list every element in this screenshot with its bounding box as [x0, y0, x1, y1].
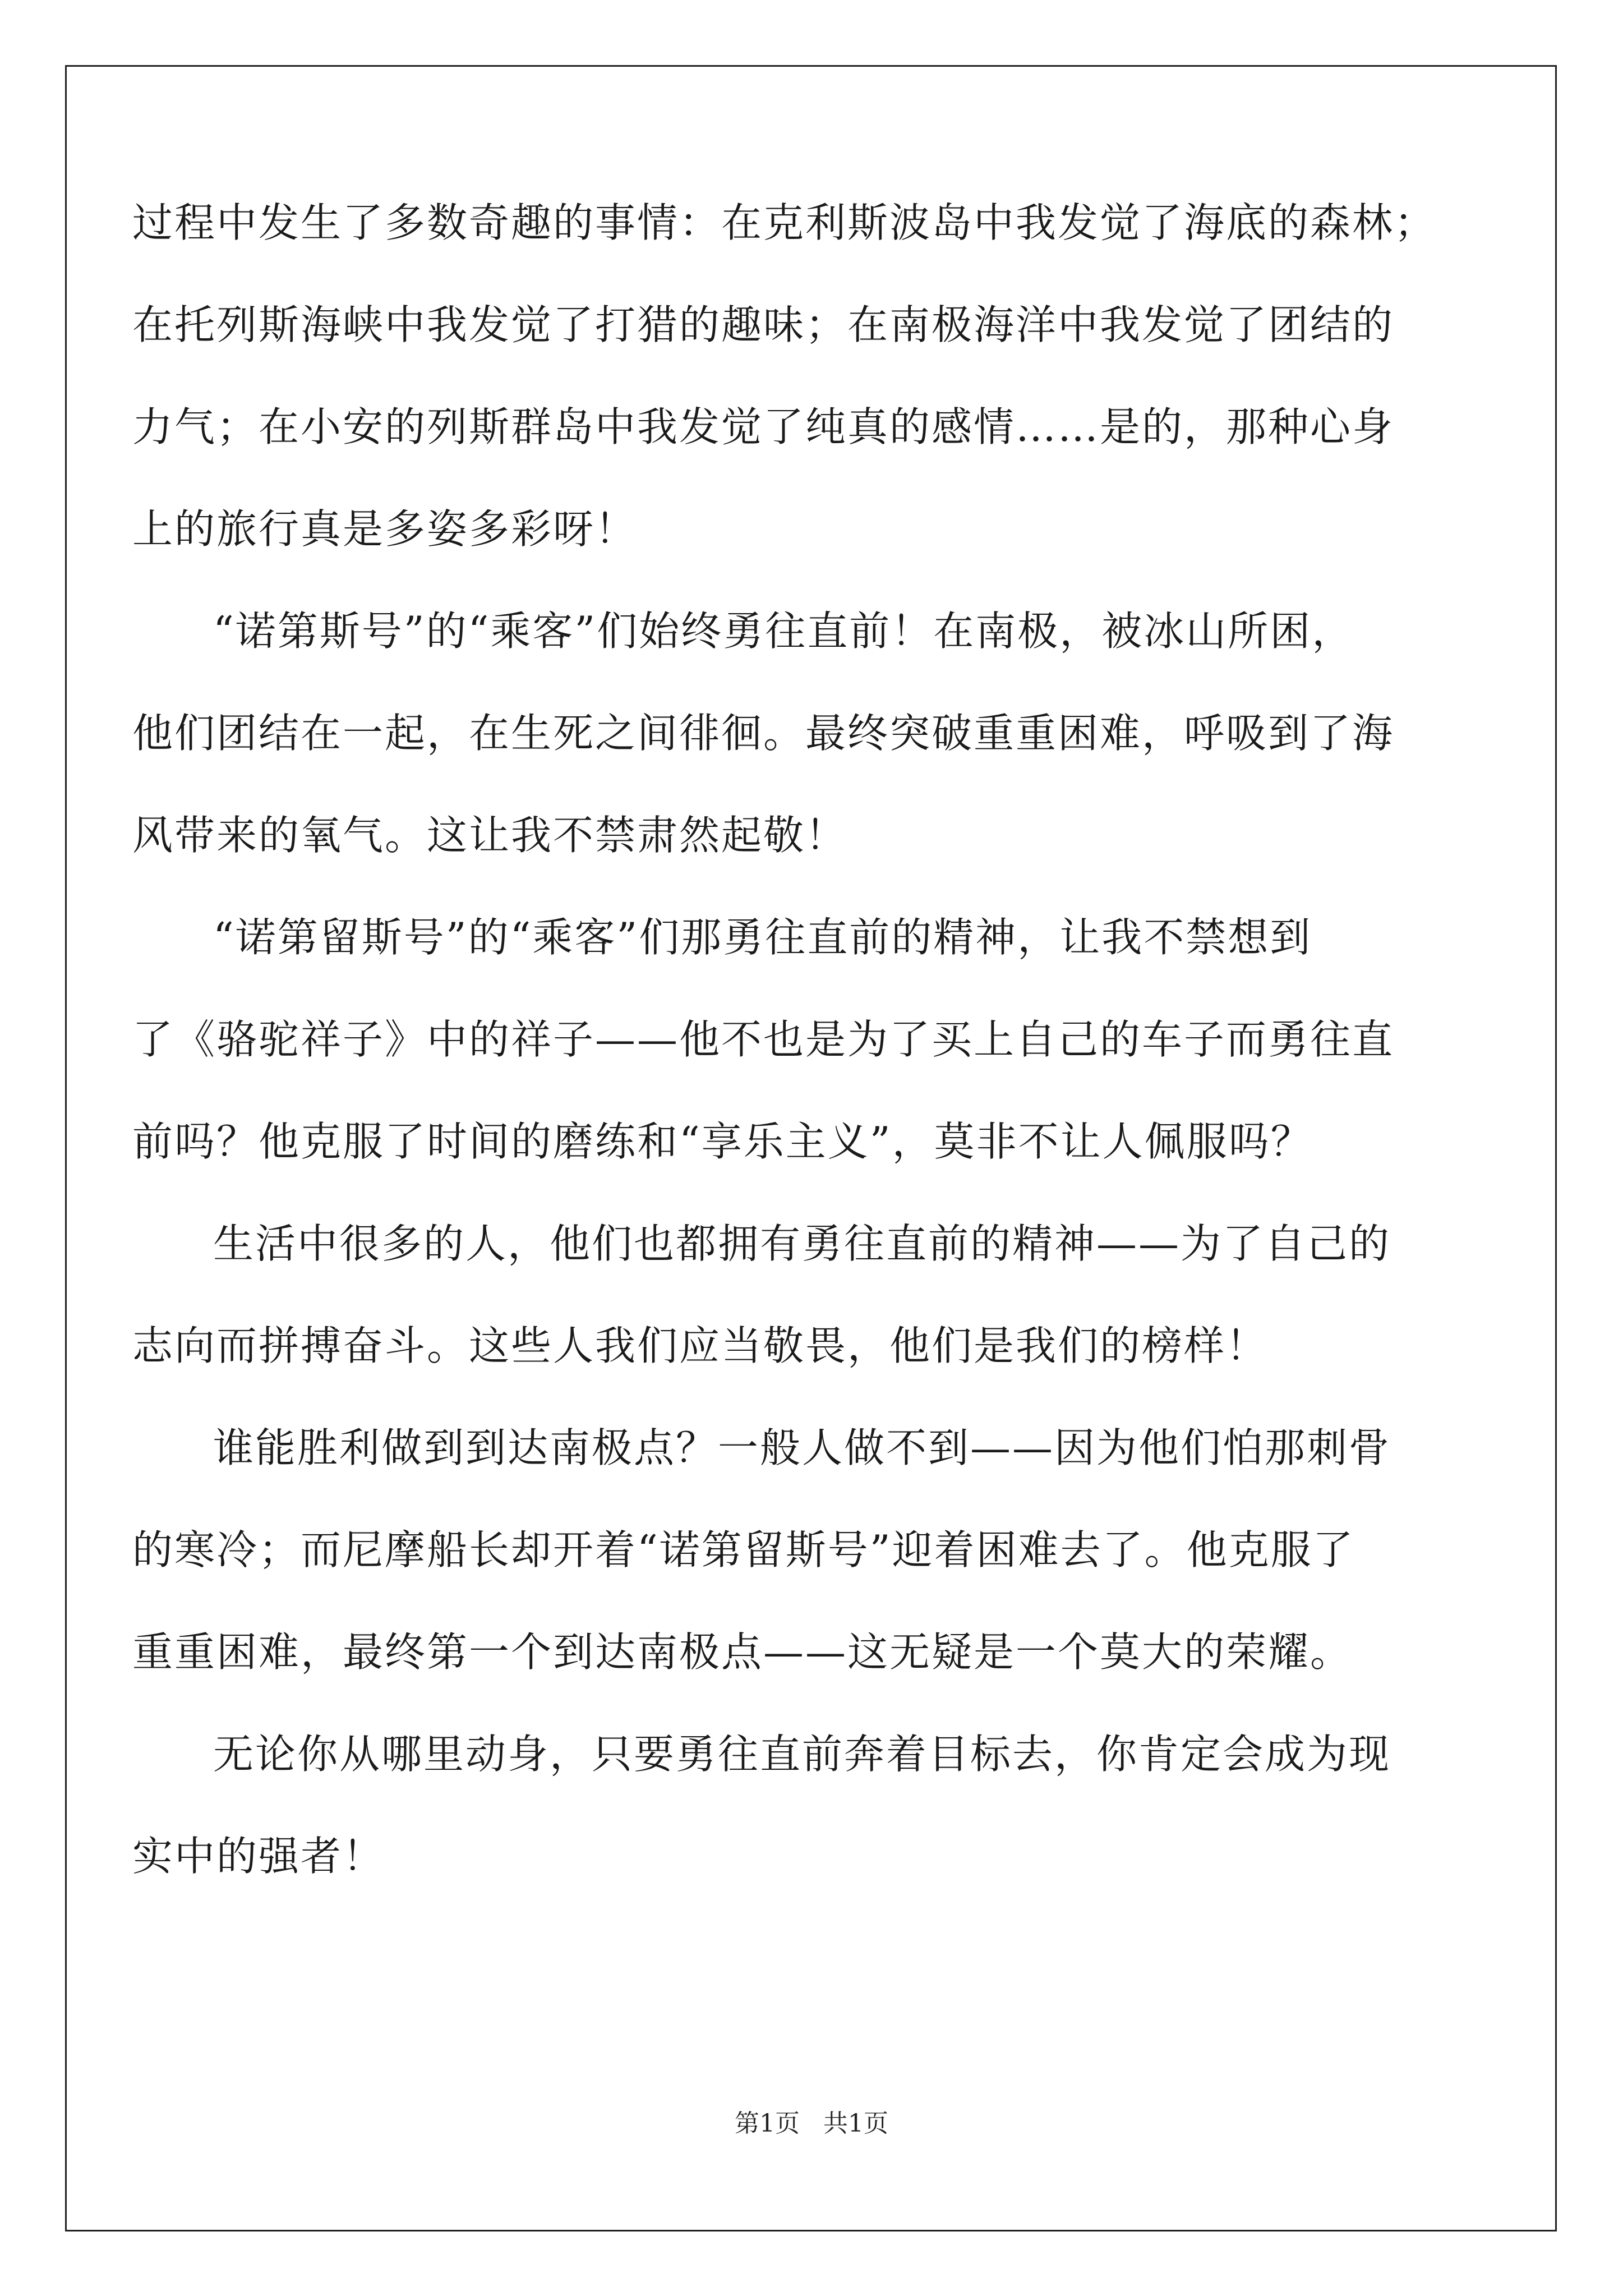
text-line: 力气；在小安的列斯群岛中我发觉了纯真的感情……是的，那种心身	[132, 403, 1395, 450]
text-line: 重重困难，最终第一个到达南极点——这无疑是一个莫大的荣耀。	[132, 1628, 1353, 1676]
text-line: 志向而拼搏奋斗。这些人我们应当敬畏，他们是我们的榜样！	[132, 1322, 1269, 1369]
paragraph-first-line: “诺第留斯号”的“乘客”们那勇往直前的精神，让我不禁想到	[213, 914, 1312, 961]
paragraph-first-line: 生活中很多的人，他们也都拥有勇往直前的精神——为了自己的	[213, 1220, 1391, 1267]
page-number-footer	[0, 2108, 1623, 2139]
paragraph-first-line: 谁能胜利做到到达南极点？一般人做不到——因为他们怕那刺骨	[213, 1424, 1391, 1471]
paragraph-first-line: “诺第斯号”的“乘客”们始终勇往直前！在南极，被冰山所困，	[213, 608, 1354, 655]
page-number-label: 第1页 共1页	[735, 2109, 888, 2138]
text-line: 过程中发生了多数奇趣的事情：在克利斯波岛中我发觉了海底的森林；	[132, 199, 1437, 246]
text-line: 的寒冷；而尼摩船长却开着“诺第留斯号”迎着困难去了。他克服了	[132, 1526, 1355, 1573]
paragraph-first-line: 无论你从哪里动身，只要勇往直前奔着目标去，你肯定会成为现	[213, 1731, 1391, 1778]
text-line: 实中的强者！	[132, 1833, 385, 1880]
text-line: 前吗？他克服了时间的磨练和“享乐主义”，莫非不让人佩服吗？	[132, 1118, 1313, 1165]
text-line: 在托列斯海峡中我发觉了打猎的趣味；在南极海洋中我发觉了团结的	[132, 301, 1395, 348]
text-line: 上的旅行真是多姿多彩呀！	[132, 505, 638, 553]
text-line: 了《骆驼祥子》中的祥子——他不也是为了买上自己的车子而勇往直	[132, 1016, 1395, 1063]
text-line: 风带来的氧气。这让我不禁肃然起敬！	[132, 812, 848, 859]
text-line: 他们团结在一起，在生死之间徘徊。最终突破重重困难，呼吸到了海	[132, 710, 1395, 757]
